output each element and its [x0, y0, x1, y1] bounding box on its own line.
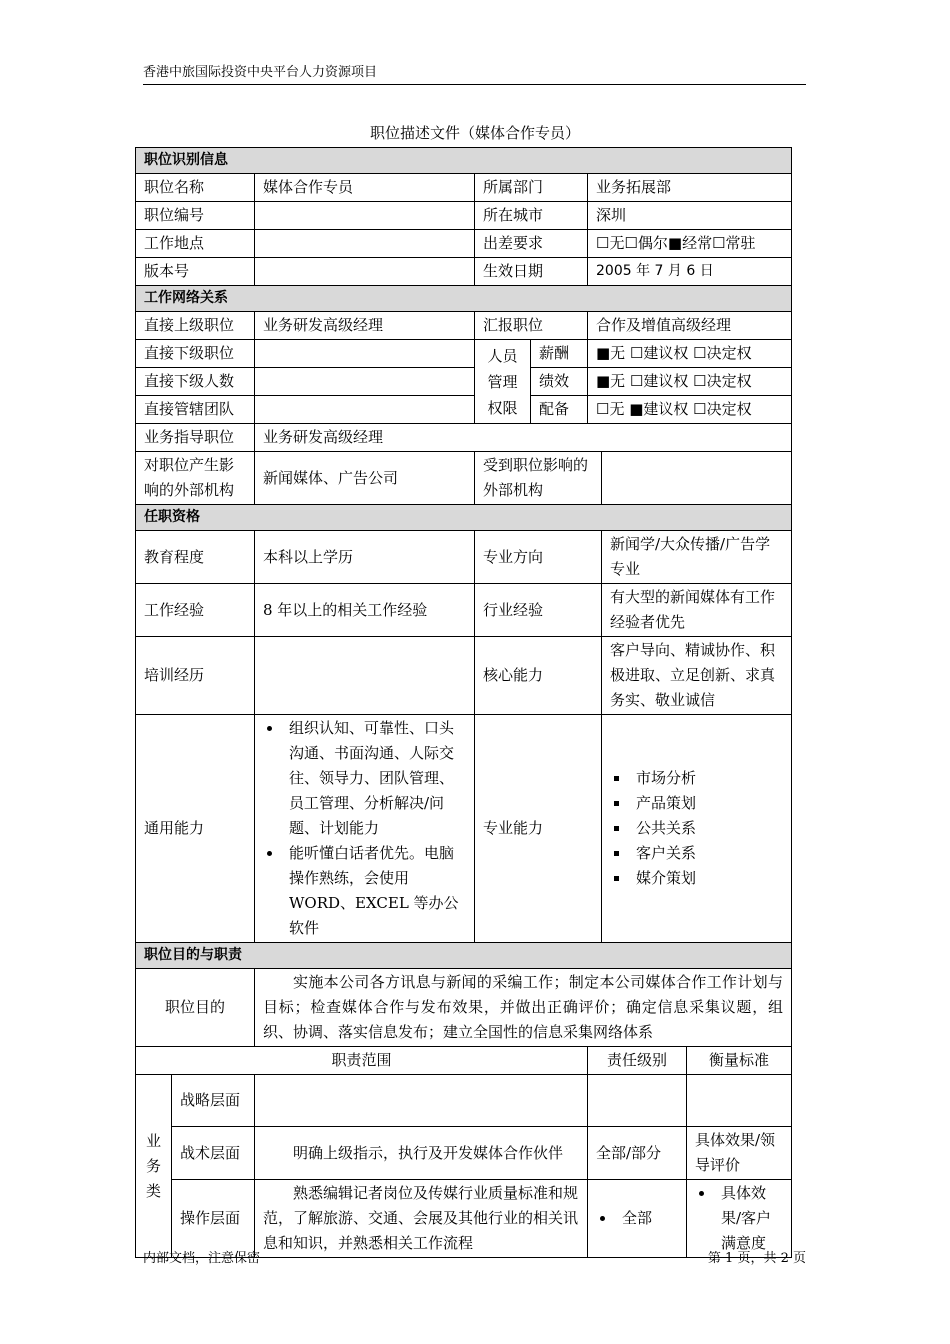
footer-page-number: 第 1 页，共 2 页 — [707, 1251, 806, 1266]
layer-measure: • 具体效果/客户满意度 — [715, 1181, 783, 1256]
section-heading-qualifications: 任职资格 — [136, 505, 792, 531]
section-heading-purpose: 职位目的与职责 — [136, 943, 792, 969]
value-position-name: 媒体合作专员 — [255, 174, 475, 202]
label-business-guidance: 业务指导职位 — [136, 424, 255, 452]
value-compensation: ■无 ☐建议权 ☐决定权 — [588, 340, 792, 368]
label-position-code: 职位编号 — [136, 202, 255, 230]
value-industry-experience: 有大型的新闻媒体有工作经验者优先 — [602, 584, 792, 637]
label-city: 所在城市 — [475, 202, 588, 230]
value-effective-date: 2005 年 7 月 6 日 — [588, 258, 792, 286]
document-title: 职位描述文件（媒体合作专员） — [369, 124, 580, 142]
layer-level: 全部/部分 — [588, 1127, 687, 1180]
layer-description: 明确上级指示，执行及开发媒体合作伙伴 — [255, 1127, 588, 1180]
label-staff-authority — [475, 340, 531, 424]
value-direct-subordinate — [255, 340, 475, 368]
label-staffing: 配备 — [531, 396, 588, 424]
label-direct-subordinate: 直接下级职位 — [136, 340, 255, 368]
label-industry-experience: 行业经验 — [475, 584, 602, 637]
label-business-category — [136, 1075, 172, 1258]
value-work-experience: 8 年以上的相关工作经验 — [255, 584, 475, 637]
layer-measure — [687, 1075, 792, 1127]
layer-measure: 具体效果/领导评价 — [687, 1127, 792, 1180]
label-major: 专业方向 — [475, 531, 602, 584]
label-subordinate-count: 直接下级人数 — [136, 368, 255, 396]
footer-confidential: 内部文档，注意保密 — [143, 1251, 261, 1266]
label-professional-competency: 专业能力 — [475, 715, 602, 943]
layer-label: 战术层面 — [172, 1127, 255, 1180]
general-competency-item: • 组织认知、可靠性、口头沟通、书面沟通、人际交往、领导力、团队管理、员工管理、分析解决/问题、计划能力 — [283, 716, 466, 841]
label-position-name: 职位名称 — [136, 174, 255, 202]
job-description-table — [135, 147, 792, 1258]
value-report-to: 合作及增值高级经理 — [588, 312, 792, 340]
label-work-experience: 工作经验 — [136, 584, 255, 637]
value-city: 深圳 — [588, 202, 792, 230]
value-work-location — [255, 230, 475, 258]
value-managed-team — [255, 396, 475, 424]
label-staff-authority-3: 权限 — [487, 398, 518, 417]
value-subordinate-count — [255, 368, 475, 396]
value-education: 本科以上学历 — [255, 531, 475, 584]
label-influenced-orgs: 受到职位影响的外部机构 — [475, 452, 602, 505]
label-staff-authority-1: 人员 — [487, 346, 518, 365]
professional-competency-item: ▪ 市场分析 — [630, 766, 783, 791]
value-professional-competency — [602, 715, 792, 943]
label-department: 所属部门 — [475, 174, 588, 202]
professional-competency-item: ▪ 客户关系 — [630, 841, 783, 866]
professional-competency-item: ▪ 产品策划 — [630, 791, 783, 816]
label-managed-team: 直接管辖团队 — [136, 396, 255, 424]
value-department: 业务拓展部 — [588, 174, 792, 202]
label-work-location: 工作地点 — [136, 230, 255, 258]
value-position-purpose: 实施本公司各方讯息与新闻的采编工作；制定本公司媒体合作工作计划与目标；检查媒体合作与发布效果，并做出正确评价；确定信息采集议题，组织、协调、落实信息发布；建立全国性的信息采集网络体系 — [255, 969, 792, 1047]
value-training — [255, 637, 475, 715]
label-general-competency: 通用能力 — [136, 715, 255, 943]
value-version — [255, 258, 475, 286]
label-direct-superior: 直接上级职位 — [136, 312, 255, 340]
value-major: 新闻学/大众传播/广告学专业 — [602, 531, 792, 584]
layer-level — [588, 1075, 687, 1127]
value-business-guidance: 业务研发高级经理 — [255, 424, 792, 452]
value-travel: ☐无☐偶尔■经常☐常驻 — [588, 230, 792, 258]
value-staffing: ☐无 ■建议权 ☐决定权 — [588, 396, 792, 424]
label-influencing-orgs: 对职位产生影响的外部机构 — [136, 452, 255, 505]
label-core-competency: 核心能力 — [475, 637, 602, 715]
value-core-competency: 客户导向、精诚协作、积极进取、立足创新、求真务实、敬业诚信 — [602, 637, 792, 715]
section-heading-identification: 职位识别信息 — [136, 148, 792, 174]
label-performance: 绩效 — [531, 368, 588, 396]
label-staff-authority-2: 管理 — [487, 372, 518, 391]
label-position-purpose: 职位目的 — [136, 969, 255, 1047]
value-direct-superior: 业务研发高级经理 — [255, 312, 475, 340]
label-training: 培训经历 — [136, 637, 255, 715]
value-influencing-orgs: 新闻媒体、广告公司 — [255, 452, 475, 505]
layer-description — [255, 1075, 588, 1127]
professional-competency-item: ▪ 媒介策划 — [630, 866, 783, 891]
layer-measure-cell — [687, 1180, 792, 1258]
layer-label: 战略层面 — [172, 1075, 255, 1127]
layer-description: 熟悉编辑记者岗位及传媒行业质量标准和规范，了解旅游、交通、会展及其他行业的相关讯息和知识，并熟悉相关工作流程 — [255, 1180, 588, 1258]
header-responsibility-scope: 职责范围 — [136, 1047, 588, 1075]
header-measurement: 衡量标准 — [687, 1047, 792, 1075]
label-version: 版本号 — [136, 258, 255, 286]
label-education: 教育程度 — [136, 531, 255, 584]
label-compensation: 薪酬 — [531, 340, 588, 368]
business-category-text: 业务类 — [146, 1131, 162, 1200]
section-heading-network: 工作网络关系 — [136, 286, 792, 312]
value-influenced-orgs — [602, 452, 792, 505]
value-position-code — [255, 202, 475, 230]
professional-competency-item: ▪ 公共关系 — [630, 816, 783, 841]
general-competency-item: • 能听懂白话者优先。电脑操作熟练，会使用 WORD、EXCEL 等办公软件 — [283, 841, 466, 941]
value-performance: ■无 ☐建议权 ☐决定权 — [588, 368, 792, 396]
label-travel: 出差要求 — [475, 230, 588, 258]
layer-level: • 全部 — [616, 1206, 678, 1231]
label-effective-date: 生效日期 — [475, 258, 588, 286]
layer-label: 操作层面 — [172, 1180, 255, 1258]
label-report-to: 汇报职位 — [475, 312, 588, 340]
page-header: 香港中旅国际投资中央平台人力资源项目 — [143, 62, 806, 85]
layer-level-cell — [588, 1180, 687, 1258]
header-responsibility-level: 责任级别 — [588, 1047, 687, 1075]
value-general-competency — [255, 715, 475, 943]
